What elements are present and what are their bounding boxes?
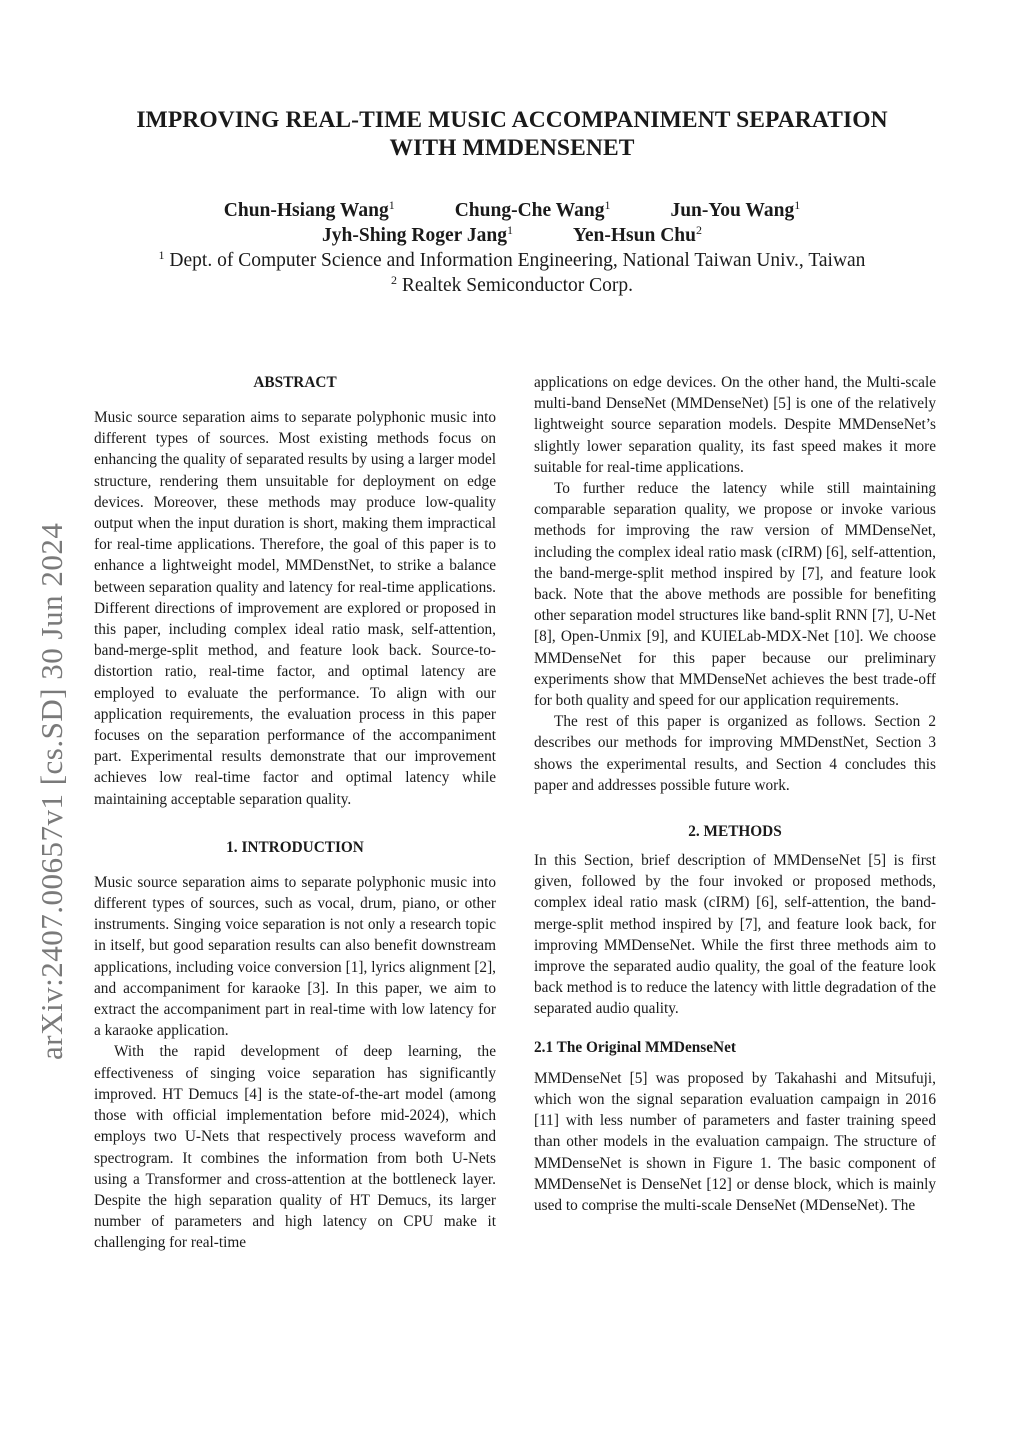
author-row-1 [100, 198, 924, 223]
left-column [94, 372, 496, 1254]
author-affiliation-mark: 1 [388, 198, 395, 212]
title-line-2: WITH MMDENSENET [389, 135, 635, 161]
intro-paragraph-4: To further reduce the latency while still maintaining comparable separation quality, we propose or invoke various methods for improving the raw version of MMDenseNet, including the complex ideal ratio mask (cIRM) [6], self-attention, the band-merge-split method inspired by [7], and feature look back. Note that the above methods are possible for benefiting other separation model structures like band-split RNN [7], U-Net [8], Open-Unmix [9], and KUIELab-MDX-Net [10]. We choose MMDenseNet for this paper because our preliminary experiments show that MMDenseNet achieves the best trade-off for both quality and speed for our application requirements. [534, 480, 936, 710]
abstract-heading: ABSTRACT [253, 374, 337, 391]
affiliation-mark: 2 [390, 273, 397, 287]
affiliation-1: $^1$ Dept. of Computer Science and Information Engineering, National Taiwan Univ., Taiwan [158, 248, 866, 271]
right-column [534, 372, 936, 1216]
methods-paragraph-1: In this Section, brief description of MMDenseNet [5] is first given, followed by the four invoked or proposed methods, complex ideal ratio mask (cIRM) [6], self-attention, the band-merge-split method inspired by [7], and feature look back, for improving MMDenseNet. While the first three methods aim to improve the separated audio quality, the goal of the feature look back method is to reduce the latency with little degradation of the separated audio quality. [534, 852, 936, 1018]
author-affiliation-mark: 1 [794, 198, 801, 212]
author-name: Chung-Che Wang [454, 200, 605, 221]
author-row-2 [100, 223, 924, 248]
intro-paragraph-1: Music source separation aims to separate polyphonic music into different types of sources, such as vocal, drum, piano, or other instruments. Singing voice separation is not only a research topic in itself, but good separation results can also benefit downstream applications, including voice conversion [1], lyrics alignment [2], and accompaniment for karaoke [3]. In this paper, we aim to extract the accompaniment part in real-time with low latency for a karaoke application. [94, 873, 496, 1040]
abstract-text: Music source separation aims to separate polyphonic music into different types of sources. Most existing methods focus on enhancing the quality of separated results by using a larger model structure, rendering them unsuitable for deployment on edge devices. Moreover, these methods may produce low-quality output when the input duration is short, making them impractical for real-time applications. Therefore, the goal of this paper is to enhance a lightweight model, MMDenstNet, to strike a balance between separation quality and latency for real-time applications. Different directions of improvement are explored or proposed in this paper, including complex ideal ratio mask, self-attention, band-merge-split method, and feature look back. Source-to-distortion ratio, real-time factor, and optimal latency are employed to evaluate the performance. To align with our application requirements, the evaluation process in this paper focuses on the separation performance of the accompaniment part. Experimental results demonstrate that our improvement achieves low real-time factor and optimal latency while maintaining acceptable separation quality. [94, 409, 496, 808]
author-block [100, 198, 924, 298]
intro-paragraph-2: With the rapid development of deep learning, the effectiveness of singing voice separation has significantly improved. HT Demucs [4] is the state-of-the-art model (among those with official implementation before mid-2024), which employs two U-Nets that respectively process waveform and spectrogram. It combines the information from both U-Nets using a Transformer and cross-attention at the bottleneck layer. Despite the high separation quality of HT Demucs, its larger number of parameters and high latency on CPU make it challenging for real-time [94, 1043, 496, 1252]
intro-paragraph-5: The rest of this paper is organized as follows. Section 2 describes our methods for improving MMDenstNet, Section 3 shows the experimental results, and Section 4 concludes this paper and addresses possible future work. [534, 713, 936, 794]
methods-heading: 2. METHODS [688, 823, 782, 841]
subsection-heading: 2.1 The Original MMDenseNet [534, 1038, 736, 1056]
affiliation-mark: 1 [158, 248, 165, 262]
intro-paragraph-3: applications on edge devices. On the other hand, the Multi-scale multi-band DenseNet (MMDenseNet) [5] is one of the relatively lightweight source separation models. Despite MMDenseNet’s slightly lower separation quality, its fast speed makes it more suitable for real-time applications. [534, 374, 936, 476]
arxiv-identifier: arXiv:2407.00657v1 [cs.SD] 30 Jun 2024 [34, 522, 69, 1060]
author-affiliation-mark: 1 [604, 198, 611, 212]
author-name: Yen-Hsun Chu [572, 225, 696, 246]
title-line-1: IMPROVING REAL-TIME MUSIC ACCOMPANIMENT SEPARATION [136, 107, 888, 133]
methods-paragraph-2: MMDenseNet [5] was proposed by Takahashi and Mitsufuji, which won the signal separation evaluation campaign in 2016 [11] with less number of parameters and faster training speed than other models in the evaluation campaign. The structure of MMDenseNet is shown in Figure 1. The basic component of MMDenseNet is DenseNet [12] or dense block, which is mainly used to comprise the multi-scale DenseNet (MDenseNet). The [534, 1069, 936, 1214]
affiliation-2: $^2$ Realtek Semiconductor Corp. [390, 273, 634, 296]
author-name: Chun-Hsiang Wang [223, 200, 389, 221]
introduction-heading: 1. INTRODUCTION [226, 838, 364, 856]
author-affiliation-mark: 2 [695, 223, 702, 237]
author-name: Jun-You Wang [670, 200, 795, 221]
author-name: Jyh-Shing Roger Jang [322, 225, 507, 246]
author-affiliation-mark: 1 [506, 223, 513, 237]
paper-title [100, 106, 924, 162]
